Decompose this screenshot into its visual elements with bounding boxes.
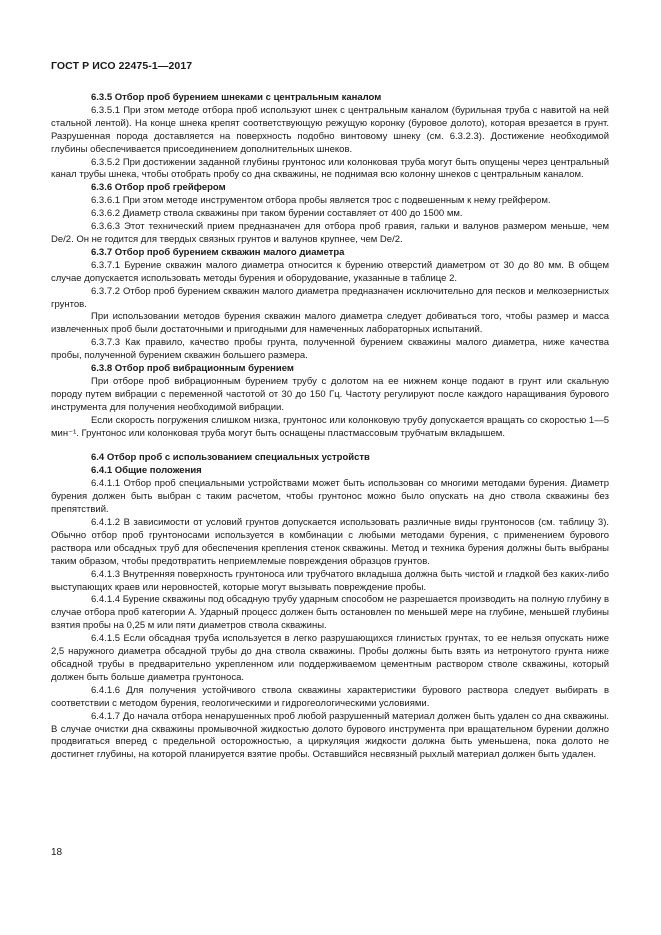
paragraph: При использовании методов бурения скважин малого диаметра следует добиваться того, чтобы размер и масса извлеченных проб были достаточными и пригодными для намеченных лабораторных испытаний. bbox=[51, 311, 609, 336]
section-heading: 6.3.6 Отбор проб грейфером bbox=[91, 182, 226, 194]
paragraph: 6.4.1.1 Отбор проб специальными устройствами может быть использован со многими методами бурения. Диаметр бурения должен быть выбран с таким расчетом, чтобы грунтонос можно было опускать на дно ствола скважины без препятствий. bbox=[51, 478, 609, 516]
section-heading: 6.3.8 Отбор проб вибрационным бурением bbox=[91, 363, 294, 375]
paragraph: 6.3.6.2 Диаметр ствола скважины при таком бурении составляет от 400 до 1500 мм. bbox=[91, 208, 463, 220]
section-heading: 6.4.1 Общие положения bbox=[91, 465, 202, 477]
section-heading: 6.4 Отбор проб с использованием специальных устройств bbox=[91, 452, 370, 464]
paragraph: 6.3.7.2 Отбор проб бурением скважин малого диаметра предназначен исключительно для песков и мелкозернистых грунтов. bbox=[51, 285, 609, 310]
section-heading: 6.3.7 Отбор проб бурением скважин малого диаметра bbox=[91, 246, 345, 258]
page-number: 18 bbox=[51, 847, 63, 858]
paragraph: 6.3.6.3 Этот технический прием предназначен для отбора проб гравия, гальки и валунов размером меньше, чем De/2. Он не годится для твердых связных грунтов и валунов крупнее, чем De/2. bbox=[51, 221, 609, 245]
paragraph: 6.4.1.3 Внутренняя поверхность грунтоноса или трубчатого вкладыша должна быть чистой и гладкой без каких-либо выступающих краев или неровностей, которые могут вызывать повреждение пробы. bbox=[51, 568, 609, 593]
document-code: ГОСТ Р ИСО 22475-1—2017 bbox=[51, 60, 193, 72]
paragraph: 6.4.1.7 До начала отбора ненарушенных проб любой разрушенный материал должен быть удален со дна скважины. В случае очистки дна скважины промывочной жидкостью долото бурового инструмента при вращательном бурении должно продвигаться вперед с предельной осторожностью, а циркуляция жидкости должна быть уменьшена, пока долото не достигнет глубины, на которой планируется взятие пробы. Оставшийся несвязный рыхлый материал должен быть удален. bbox=[51, 710, 609, 761]
paragraph: 6.4.1.4 Бурение скважины под обсадную трубу ударным способом не разрешается производить на полную глубину в случае отбора проб категории А. Ударный процесс должен быть остановлен по меньшей мере на глубине, меньшей глубины взятия пробы на 0,25 м или пяти диаметров ствола скважины. bbox=[51, 594, 609, 632]
paragraph: 6.3.7.1 Бурение скважин малого диаметра относится к бурению отверстий диаметром от 30 до 80 мм. В общем случае допускается использовать методы бурения и оборудование, указанные в таблице 2. bbox=[51, 259, 609, 284]
paragraph: Если скорость погружения слишком низка, грунтонос или колонковую трубу допускается вращать со скоростью 1—5 мин⁻¹. Грунтонос или колонковая труба могут быть оснащены пластмассовым трубчатым вкладышем. bbox=[51, 414, 609, 439]
document-body bbox=[51, 92, 609, 762]
section-heading: 6.3.5 Отбор проб бурением шнеками с центральным каналом bbox=[91, 92, 382, 103]
paragraph: 6.3.7.3 Как правило, качество пробы грунта, полученной бурением скважины малого диаметра, ниже качества пробы, полученной бурением скважин большего размера. bbox=[51, 337, 609, 362]
paragraph: 6.3.5.1 При этом методе отбора проб используют шнек с центральным каналом (бурильная труба с навитой на ней стальной лентой). На конце шнека крепят соответствующую режущую коронку (буровое долото), которая врезается в грунт. Разрушенная порода доставляется на поверхность подобно винтовому шнеку (см. 6.3.2.3). Достижение необходимой глубины обеспечивается присоединением дополнительных шнеков. bbox=[51, 104, 609, 155]
paragraph: 6.4.1.6 Для получения устойчивого ствола скважины характеристики бурового раствора следует выбирать в соответствии с методом бурения, геологическими и гидрогеологическими условиями. bbox=[51, 684, 609, 709]
paragraph: 6.3.6.1 При этом методе инструментом отбора пробы является трос с подвешенным к нему грейфером. bbox=[91, 195, 551, 207]
paragraph: 6.4.1.5 Если обсадная труба используется в легко разрушающихся глинистых грунтах, то ее нельзя опускать ниже 2,5 наружного диаметра обсадной трубы до дна ствола скважины. Пробы должны быть взять из нетронутого грунта ниже обсадной трубы в предварительно укрепленном или поддерживаемом цементным раствором стволе скважины, который должен быть больше диаметра грунтоноса. bbox=[51, 633, 609, 683]
paragraph: 6.4.1.2 В зависимости от условий грунтов допускается использовать различные виды грунтоносов (см. таблицу 3). Обычно отбор проб грунтоносами используется в комбинации с любыми методами бурения, с применением бурового раствора или обсадных труб для обеспечения крепления стенок скважины. Метод и техника бурения должны быть выбраны таким образом, чтобы предотвратить неприемлемые повреждения образцов грунтов. bbox=[51, 517, 609, 567]
paragraph: 6.3.5.2 При достижении заданной глубины грунтонос или колонковая труба могут быть опущены через центральный канал трубы шнека, чтобы отобрать пробу со дна скважины, не поднимая всю колонну шнеков с центральным каналом. bbox=[51, 156, 609, 181]
paragraph: При отборе проб вибрационным бурением трубу с долотом на ее нижнем конце подают в грунт или скальную породу путем вибрации с переменной частотой от 30 до 150 Гц. Частоту регулируют после каждого наращивания бурового инструмента для получения необходимой вибрации. bbox=[51, 375, 609, 413]
